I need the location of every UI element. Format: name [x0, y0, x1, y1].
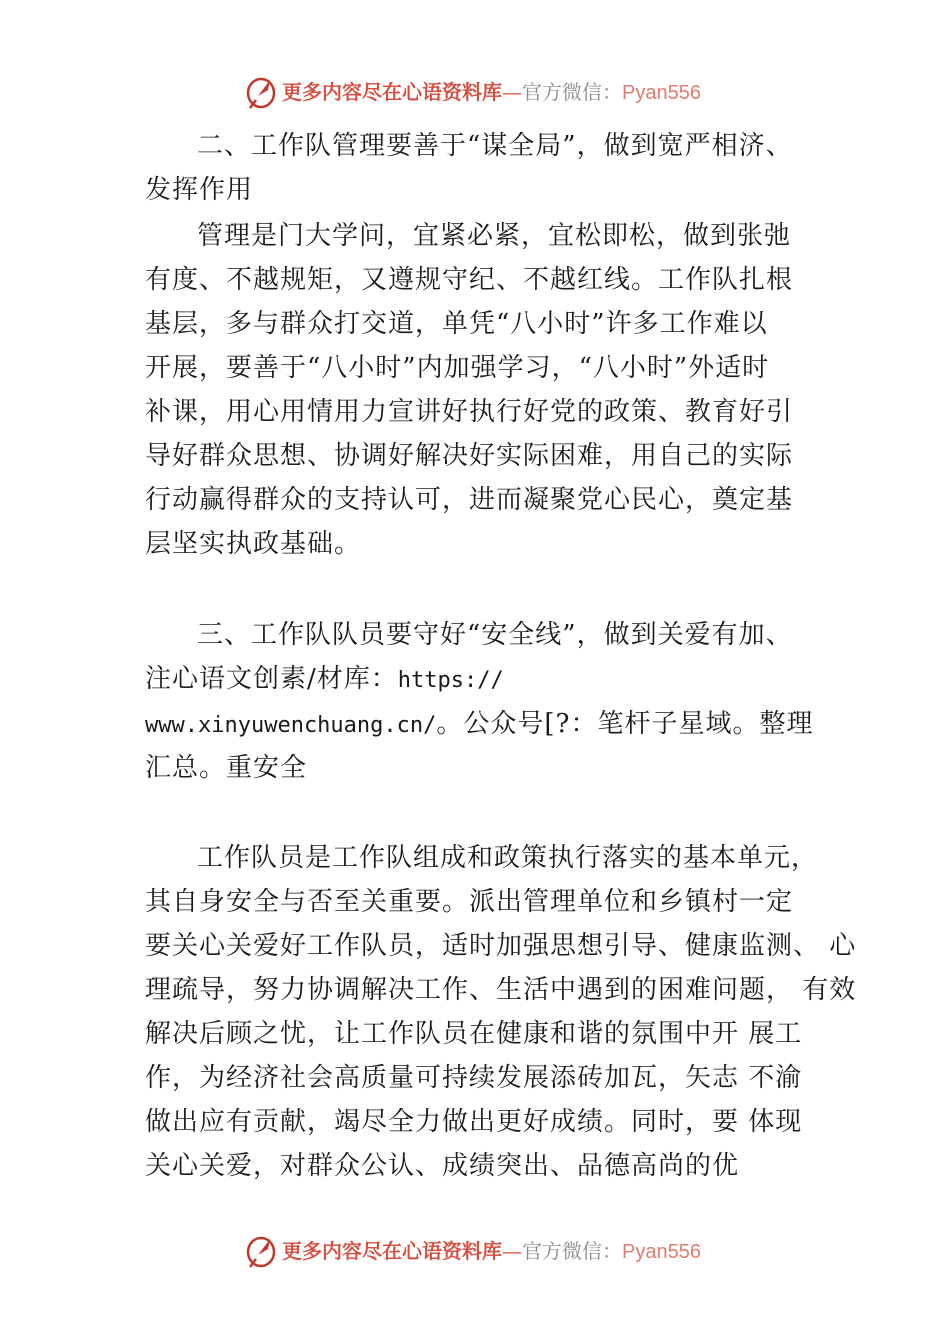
- section3-paragraph-line: 理疏导，努力协调解决工作、生活中遇到的困难问题， 有效: [145, 975, 857, 1005]
- section3-heading-text: 注心语文创素/材库：: [145, 664, 398, 694]
- section3-heading-text: 。公众号[?：笔杆子星域。整理: [436, 709, 814, 739]
- section3-paragraph-line: 作，为经济社会高质量可持续发展添砖加瓦，矢志 不渝: [145, 1063, 803, 1093]
- section3-paragraph-line: 做出应有贡献，竭尽全力做出更好成绩。同时，要 体现: [145, 1107, 803, 1137]
- section3-heading-url-part: https://: [397, 668, 504, 693]
- section2-paragraph-line: 层坚实执政基础。: [145, 529, 362, 559]
- section3-heading-line: [145, 661, 504, 699]
- section3-paragraph-line: 解决后顾之忧，让工作队员在健康和谐的氛围中开 展工: [145, 1019, 803, 1049]
- banner-wechat-label: 官方微信：: [522, 80, 622, 104]
- quill-logo-icon: [244, 1233, 278, 1269]
- section2-paragraph-line: 开展，要善于“八小时”内加强学习，“八小时”外适时: [145, 353, 770, 383]
- section3-heading-line: 三、工作队队员要守好“安全线”，做到关爱有加、: [197, 620, 793, 650]
- section3-heading-url-part: www.xinyuwenchuang.cn/: [145, 713, 437, 738]
- quill-logo-icon: [244, 74, 278, 110]
- section2-heading-line: 二、工作队管理要善于“谋全局”，做到宽严相济、: [197, 131, 793, 161]
- section3-paragraph-line: 其自身安全与否至关重要。派出管理单位和乡镇村一定: [145, 887, 794, 917]
- section3-paragraph-line: 要关心关爱好工作队员，适时加强思想引导、健康监测、 心: [145, 931, 857, 961]
- banner-wechat-id: Pyan556: [622, 1241, 701, 1263]
- section2-paragraph-line: 导好群众思想、协调好解决好实际困难，用自己的实际: [145, 441, 794, 471]
- section3-heading-line: [145, 706, 814, 744]
- banner-wechat-label: 官方微信：: [522, 1239, 622, 1263]
- footer-banner: [0, 1233, 950, 1273]
- section2-heading-line: 发挥作用: [145, 175, 254, 205]
- section2-paragraph-line: 基层，多与群众打交道，单凭“八小时”许多工作难以: [145, 309, 768, 339]
- banner-brand: 更多内容尽在心语资料库: [282, 80, 502, 104]
- header-banner: [0, 74, 950, 114]
- section2-paragraph-line: 行动赢得群众的支持认可，进而凝聚党心民心，奠定基: [145, 485, 794, 515]
- banner-dash: —: [502, 1239, 522, 1263]
- banner-dash: —: [502, 80, 522, 104]
- section3-paragraph-line: 关心关爱，对群众公认、成绩突出、品德高尚的优: [145, 1151, 740, 1181]
- section2-paragraph-line: 补课，用心用情用力宣讲好执行好党的政策、教育好引: [145, 397, 794, 427]
- section2-paragraph-line: 管理是门大学问，宜紧必紧，宜松即松，做到张弛: [197, 221, 792, 251]
- banner-brand: 更多内容尽在心语资料库: [282, 1239, 502, 1263]
- banner-wechat-id: Pyan556: [622, 82, 701, 104]
- section3-paragraph-line: 工作队员是工作队组成和政策执行落实的基本单元，: [197, 843, 819, 873]
- section2-paragraph-line: 有度、不越规矩，又遵规守纪、不越红线。工作队扎根: [145, 265, 794, 295]
- section3-heading-line: 汇总。重安全: [145, 753, 308, 783]
